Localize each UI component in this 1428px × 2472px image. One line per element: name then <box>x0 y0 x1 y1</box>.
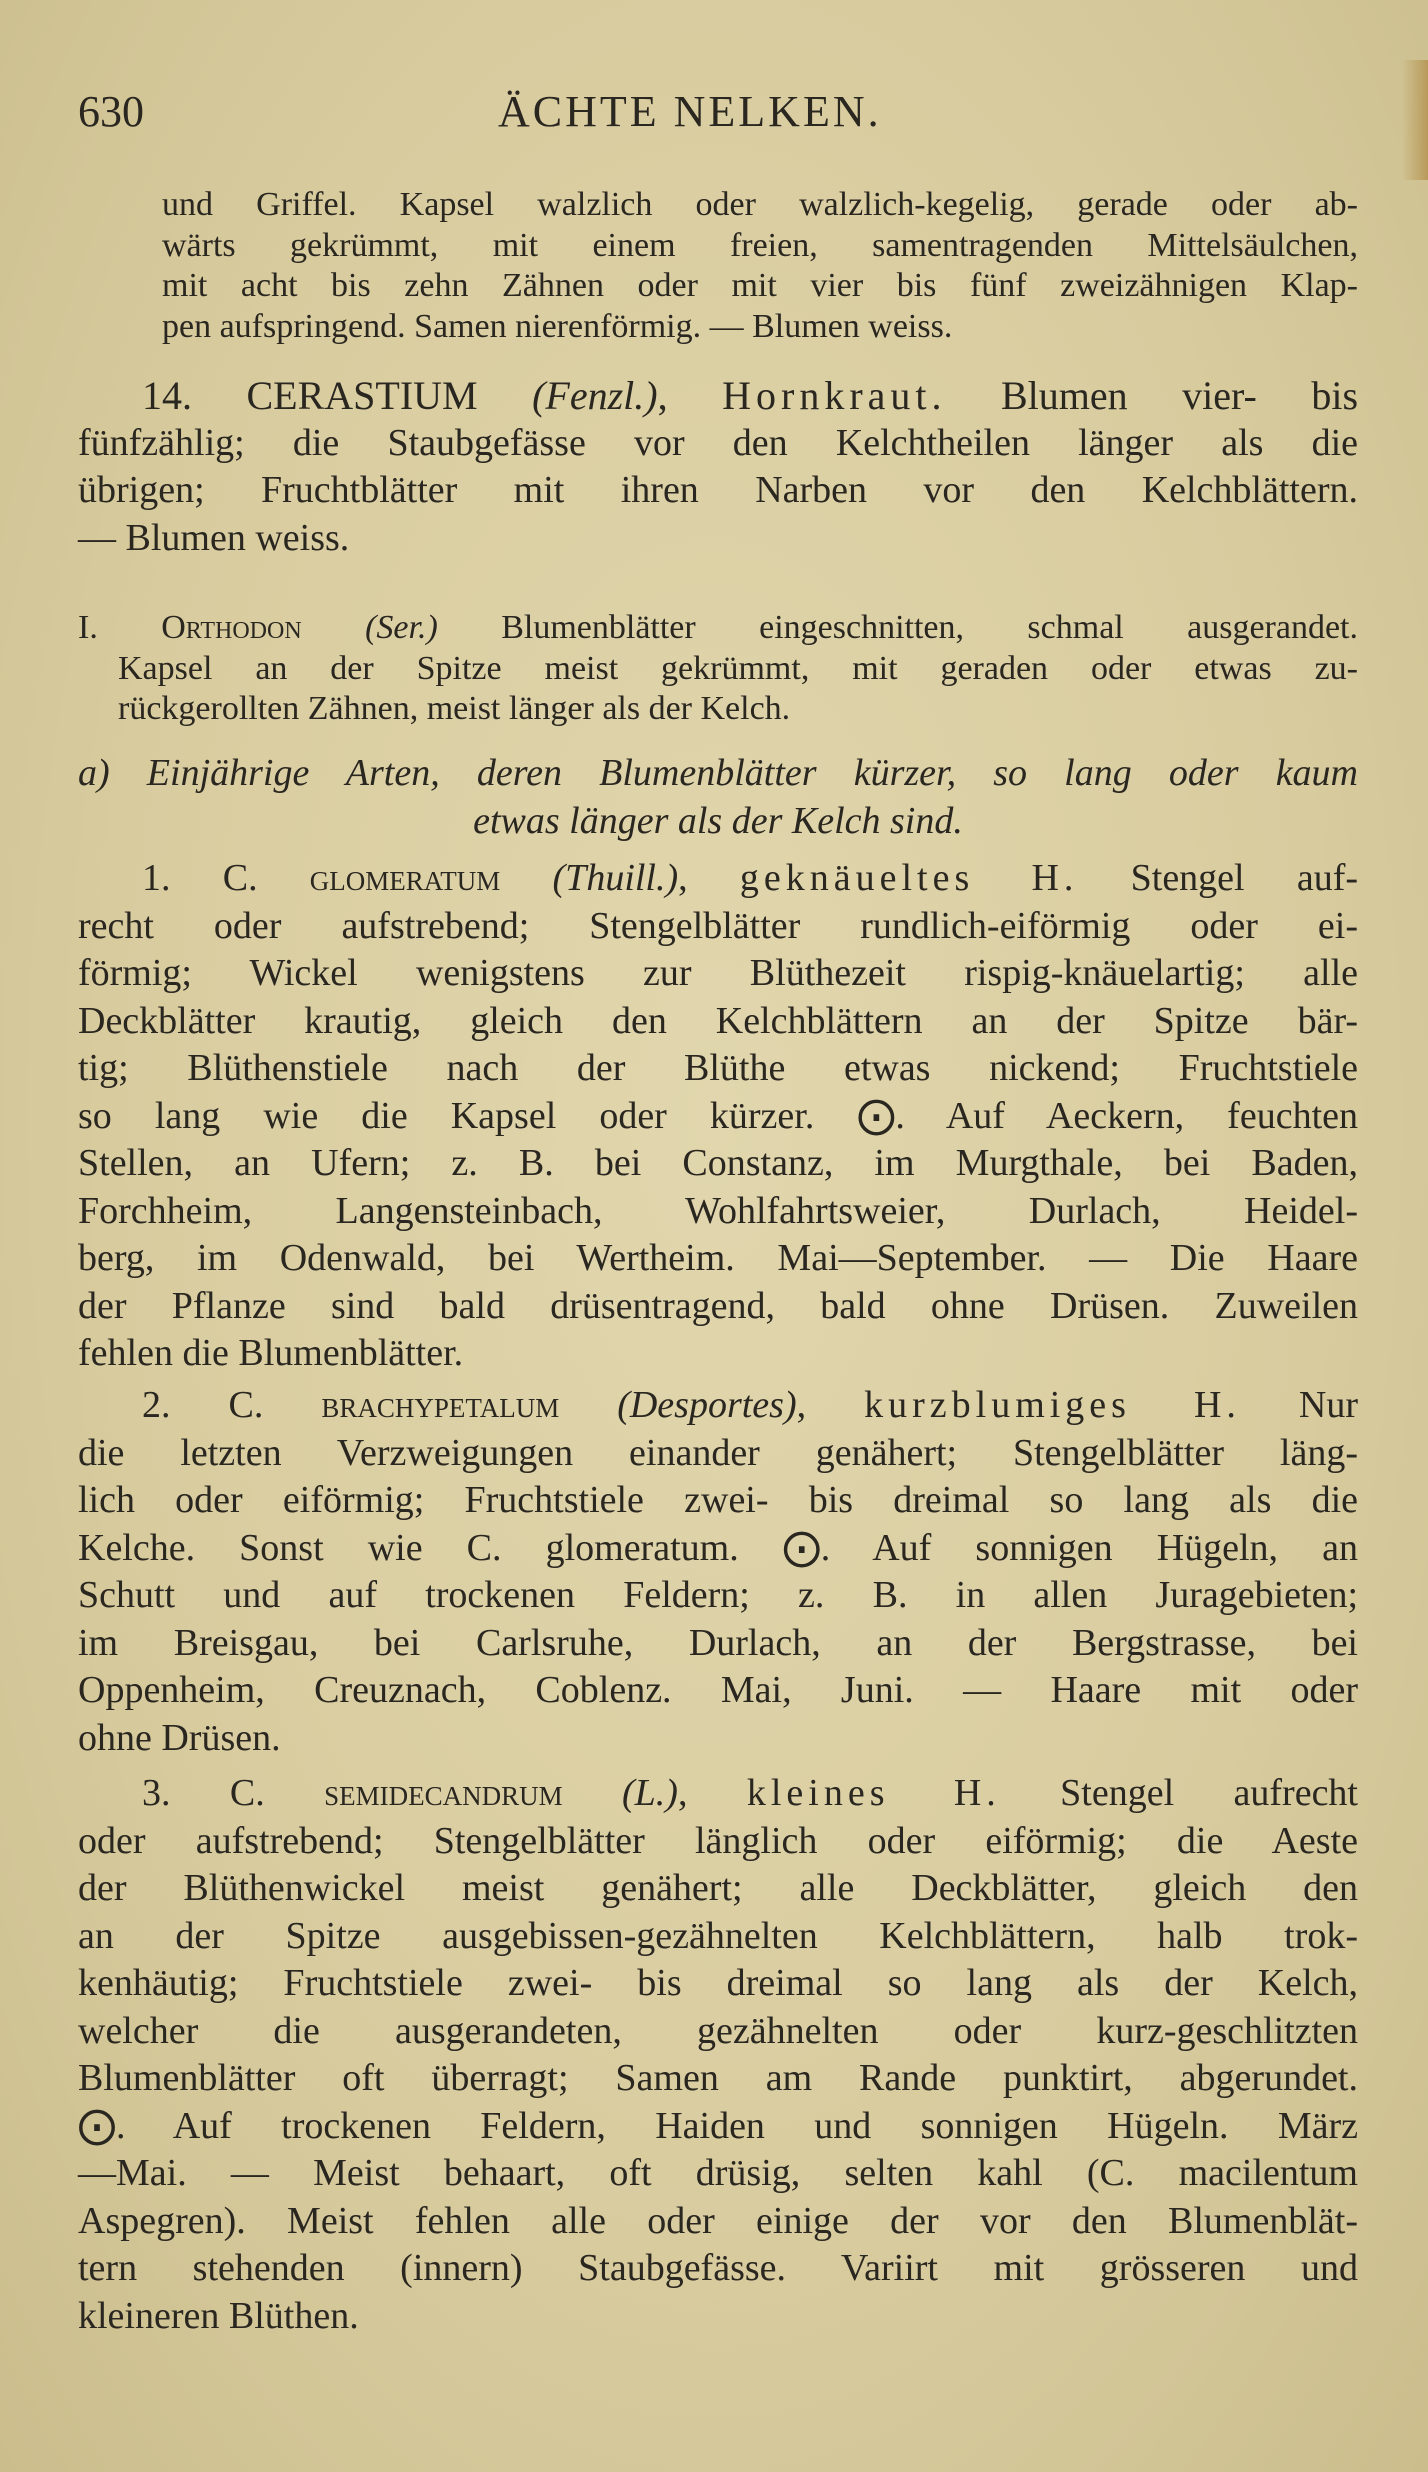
section-line-rest: Blumenblätter eingeschnitten, schmal ausgerandet. <box>437 609 1359 646</box>
running-title: ÄCHTE NELKEN. <box>498 87 882 136</box>
text-line: — Blumen weiss. <box>78 516 350 559</box>
text-line: der Pflanze sind bald drüsentragend, bald ohne Drüsen. Zuweilen <box>78 1284 1358 1327</box>
genus-common-name: Hornkraut. <box>722 373 947 418</box>
text-line: die letzten Verzweigungen einander genähert; Stengelblätter läng- <box>78 1431 1358 1474</box>
text-line: etwas länger als der Kelch sind. <box>473 799 963 842</box>
text-line: Stellen, an Ufern; z. B. bei Constanz, im Murgthale, bei Baden, <box>78 1142 1358 1184</box>
text-line: Kelche. Sonst wie C. glomeratum. ⨀. Auf sonnigen Hügeln, an <box>78 1526 1358 1569</box>
text-line: Aspegren). Meist fehlen alle oder einige der vor den Blumenblät- <box>78 2199 1358 2242</box>
species-line-rest: Stengel aufrecht <box>1000 1772 1358 1814</box>
text-line: an der Spitze ausgebissen-gezähnelten Kelchblättern, halb trok- <box>78 1914 1358 1957</box>
page-header <box>78 86 1358 146</box>
species-author: (L.) <box>622 1772 678 1814</box>
text-line: förmig; Wickel wenigstens zur Blüthezeit rispig-knäuelartig; alle <box>78 952 1358 994</box>
text-line: berg, im Odenwald, bei Wertheim. Mai—September. — Die Haare <box>78 1237 1358 1279</box>
text-line: im Breisgau, bei Carlsruhe, Durlach, an der Bergstrasse, bei <box>78 1621 1358 1664</box>
text-line: übrigen; Fruchtblätter mit ihren Narben vor den Kelchblättern. <box>78 469 1358 511</box>
species-name: glomeratum <box>309 857 501 899</box>
species-line-rest: Stengel auf- <box>1078 857 1358 899</box>
text-line: mit acht bis zehn Zähnen oder mit vier bis fünf zweizähnigen Klap- <box>162 267 1358 304</box>
text-line: fehlen die Blumenblätter. <box>78 1332 464 1374</box>
species-common-name: geknäueltes H. <box>739 857 1079 899</box>
text-line: recht oder aufstrebend; Stengelblätter rundlich-eiförmig oder ei- <box>78 904 1358 947</box>
section-author: (Ser.) <box>365 609 438 646</box>
text-line: ⨀. Auf trockenen Feldern, Haiden und sonnigen Hügeln. März <box>78 2104 1358 2147</box>
genus-entry <box>78 372 1358 562</box>
text-line: Forchheim, Langensteinbach, Wohlfahrtsweier, Durlach, Heidel- <box>78 1189 1358 1232</box>
text-line: oder aufstrebend; Stengelblätter länglich oder eiförmig; die Aeste <box>78 1819 1358 1862</box>
species-entry-1 <box>78 855 1358 1378</box>
species-line-rest: Nur <box>1240 1384 1358 1426</box>
text-line: und Griffel. Kapsel walzlich oder walzlich-kegelig, gerade oder ab- <box>162 186 1358 223</box>
text-line: tig; Blüthenstiele nach der Blüthe etwas nickend; Fruchtstiele <box>78 1047 1358 1089</box>
text-line: lich oder eiförmig; Fruchtstiele zwei- bis dreimal so lang als die <box>78 1479 1358 1521</box>
text-line: wärts gekrümmt, mit einem freien, samentragenden Mittelsäulchen, <box>162 226 1358 264</box>
text-line: kenhäutig; Fruchtstiele zwei- bis dreimal so lang als der Kelch, <box>78 1962 1358 2004</box>
text-line: 1. C. glomeratum (Thuill.), geknäueltes H. Stengel auf- <box>142 857 1358 899</box>
text-line: pen aufspringend. Samen nierenförmig. — Blumen weiss. <box>162 307 953 345</box>
species-entry-3 <box>78 1770 1358 2340</box>
genus-name: CERASTIUM <box>246 373 478 418</box>
text-line: a) Einjährige Arten, deren Blumenblätter kürzer, so lang oder kaum <box>78 752 1358 794</box>
genus-author: (Fenzl.) <box>532 373 658 418</box>
text-line: Kapsel an der Spitze meist gekrümmt, mit geraden oder etwas zu- <box>118 649 1358 687</box>
text-line: so lang wie die Kapsel oder kürzer. ⨀. Auf Aeckern, feuchten <box>78 1094 1358 1137</box>
text-line: Schutt und auf trockenen Feldern; z. B. in allen Juragebieten; <box>78 1574 1358 1616</box>
text-line: kleineren Blüthen. <box>78 2294 359 2337</box>
species-author: (Thuill.) <box>552 857 679 899</box>
species-number: 1. C. <box>142 857 258 899</box>
genus-number: 14. <box>142 373 192 418</box>
text-line: fünfzählig; die Staubgefässe vor den Kelchtheilen länger als die <box>78 421 1358 464</box>
subsection-heading <box>78 750 1358 845</box>
text-line <box>78 608 1358 649</box>
text-line: 14. CERASTIUM (Fenzl.), Hornkraut. Blumen vier- bis <box>142 373 1359 418</box>
page-edge-shadow <box>1402 60 1428 180</box>
species-entry-2 <box>78 1382 1358 1762</box>
species-name: brachypetalum <box>321 1384 560 1426</box>
genus-line-rest: Blumen vier- bis <box>946 373 1359 418</box>
text-line: —Mai. — Meist behaart, oft drüsig, selten kahl (C. macilentum <box>78 2152 1358 2194</box>
section-entry <box>78 608 1358 730</box>
continuation-paragraph <box>78 185 1358 347</box>
text-line: ohne Drüsen. <box>78 1716 281 1759</box>
text-line: 3. C. semidecandrum (L.), kleines H. Stengel aufrecht <box>142 1772 1358 1814</box>
text-line: Deckblätter krautig, gleich den Kelchblättern an der Spitze bär- <box>78 999 1358 1042</box>
text-line: tern stehenden (innern) Staubgefässe. Variirt mit grösseren und <box>78 2247 1358 2289</box>
species-common-name: kurzblumiges H. <box>864 1384 1241 1426</box>
text-line: rückgerollten Zähnen, meist länger als der Kelch. <box>118 690 791 727</box>
species-name: semidecandrum <box>324 1772 563 1814</box>
text-line: Oppenheim, Creuznach, Coblenz. Mai, Juni. — Haare mit oder <box>78 1669 1358 1711</box>
text-line: der Blüthenwickel meist genähert; alle Deckblätter, gleich den <box>78 1867 1358 1909</box>
species-number: 3. C. <box>142 1772 265 1814</box>
species-number: 2. C. <box>142 1384 264 1426</box>
section-label: I. <box>78 609 162 646</box>
page-number: 630 <box>78 87 144 136</box>
text-line: 2. C. brachypetalum (Desportes), kurzblumiges H. Nur <box>142 1384 1358 1426</box>
species-common-name: kleines H. <box>746 1772 1001 1814</box>
section-name: Orthodon <box>161 609 302 646</box>
species-author: (Desportes) <box>617 1384 797 1426</box>
text-line: Blumenblätter oft überragt; Samen am Rande punktirt, abgerundet. <box>78 2057 1358 2099</box>
text-line: welcher die ausgerandeten, gezähnelten oder kurz-geschlitzten <box>78 2009 1358 2052</box>
